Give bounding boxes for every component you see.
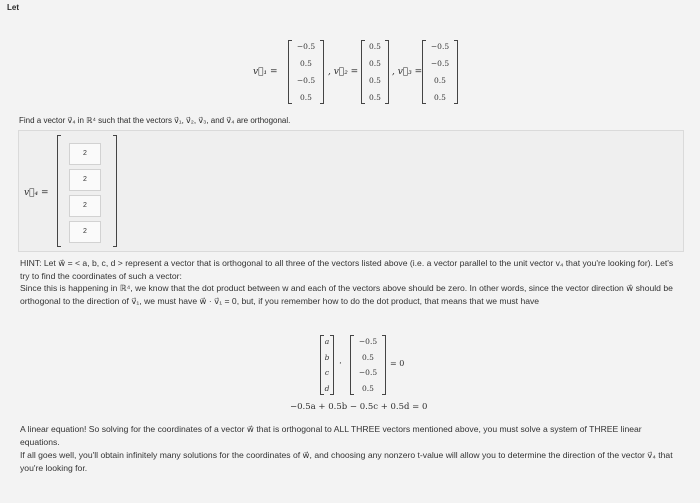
v3-entry: −0.5	[430, 42, 450, 51]
v1-label: v⃗₁ =	[253, 67, 278, 77]
abcd-entry: d	[324, 383, 330, 393]
v3-entry: −0.5	[430, 59, 450, 68]
v3-entry: 0.5	[434, 76, 446, 85]
v1-matrix	[288, 40, 324, 104]
hint-paragraph-2: Since this is happening in ℝ⁴, we know that the dot product between w and each of the vectors above should be zero. In other words, since the vector direction w⃗ should be orthogonal to the direction of v⃗₁, we must have w⃗ · v⃗₁ = 0, but, if you remember how to do the dot product, that means that we must have	[20, 283, 673, 306]
v2-entry: 0.5	[369, 42, 381, 51]
abcd-matrix	[320, 335, 334, 395]
v4-label: v⃗₄ =	[24, 188, 49, 198]
intro-text: Let	[7, 3, 19, 12]
v1-entry: 0.5	[300, 93, 312, 102]
hint-v1-matrix	[350, 335, 386, 395]
v4-entry-3-input[interactable]: 2	[69, 195, 101, 217]
hint-paragraph-1: HINT: Let w⃗ = < a, b, c, d > represent a vector that is orthogonal to all three of the vectors listed above (i.e. a vector parallel to the unit vector v₄ that you're looking for). Let's try to find the coordinates of such a vector:	[20, 258, 674, 281]
abcd-entry: c	[324, 368, 330, 378]
v3-matrix	[422, 40, 458, 104]
linear-equation: −0.5a + 0.5b − 0.5c + 0.5d = 0	[290, 402, 428, 412]
v4-entry-4-input[interactable]: 2	[69, 221, 101, 243]
v4-bracket-right	[113, 135, 117, 247]
answer-panel	[18, 130, 684, 252]
v2-label: , v⃗₂ =	[328, 67, 359, 77]
v2-matrix	[361, 40, 389, 104]
v1-entry: 0.5	[300, 59, 312, 68]
v2-entry: 0.5	[369, 76, 381, 85]
dot-operator: ·	[339, 359, 342, 369]
hint-v1-entry: −0.5	[358, 368, 378, 378]
v2-entry: 0.5	[369, 59, 381, 68]
v1-entry: −0.5	[296, 76, 316, 85]
v1-entry: −0.5	[296, 42, 316, 51]
v4-entry-2-input[interactable]: 2	[69, 169, 101, 191]
question-text: Find a vector v⃗₄ in ℝ⁴ such that the vectors v⃗₁, v⃗₂, v⃗₃, and v⃗₄ are orthogonal.	[19, 116, 291, 125]
hint-v1-entry: 0.5	[362, 383, 374, 393]
v4-bracket-left	[57, 135, 61, 247]
abcd-entry: a	[324, 337, 330, 346]
v2-entry: 0.5	[369, 93, 381, 102]
hint-paragraph-4: If all goes well, you'll obtain infinitely many solutions for the coordinates of w⃗, and choosing any nonzero t-value will allow you to determine the direction of the vector v⃗₄ that you're looking for.	[20, 450, 673, 473]
abcd-entry: b	[324, 352, 330, 362]
v4-entry-1-input[interactable]: 2	[69, 143, 101, 165]
hint-v1-entry: −0.5	[358, 337, 378, 346]
hint-v1-entry: 0.5	[362, 352, 374, 362]
hint-paragraph-3: A linear equation! So solving for the coordinates of a vector w⃗ that is orthogonal to ALL THREE vectors mentioned above, you must solve a system of THREE linear equations.	[20, 424, 642, 447]
v3-label: , v⃗₃ =	[392, 67, 423, 77]
equals-zero: = 0	[390, 359, 405, 368]
v3-entry: 0.5	[434, 93, 446, 102]
